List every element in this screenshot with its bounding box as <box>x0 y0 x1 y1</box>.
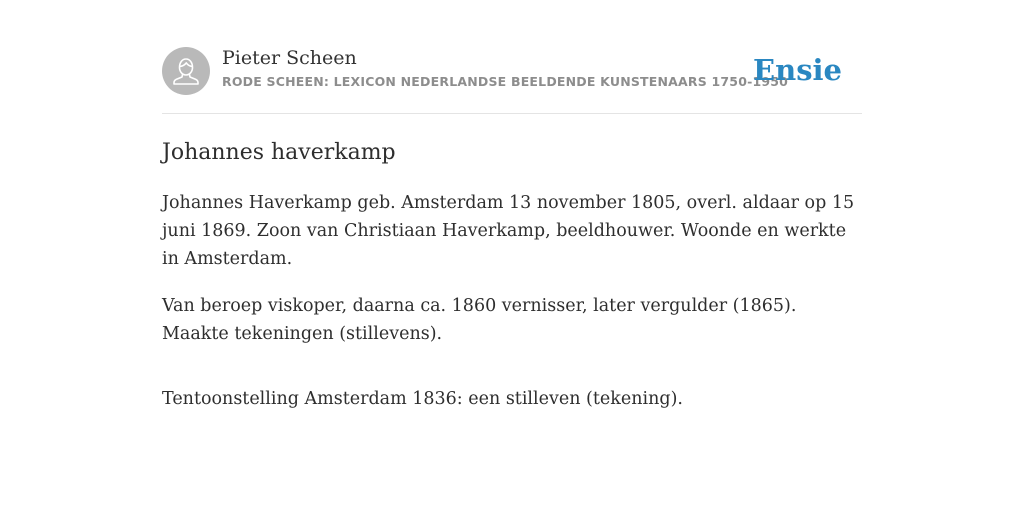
ensie-logo[interactable]: Ensie <box>753 53 842 87</box>
article-paragraph: Van beroep viskoper, daarna ca. 1860 vernisser, later vergulder (1865). Maakte tekeningen (stillevens). <box>162 296 797 344</box>
article-header <box>162 46 862 114</box>
article-title: Johannes haverkamp <box>162 140 396 165</box>
article-paragraph: Johannes Haverkamp geb. Amsterdam 13 november 1805, overl. aldaar op 15 juni 1869. Zoon van Christiaan Haverkamp, beeldhouwer. Woonde en werkte in Amsterdam. <box>162 193 855 269</box>
article-paragraph: Tentoonstelling Amsterdam 1836: een stilleven (tekening). <box>162 389 683 409</box>
article-card <box>162 46 862 432</box>
source-title: RODE SCHEEN: LEXICON NEDERLANDSE BEELDENDE KUNSTENAARS 1750-1950 <box>222 74 789 89</box>
user-silhouette-icon <box>162 47 210 95</box>
article-body <box>162 189 862 413</box>
author-name[interactable]: Pieter Scheen <box>222 47 357 69</box>
author-avatar[interactable] <box>162 47 210 95</box>
